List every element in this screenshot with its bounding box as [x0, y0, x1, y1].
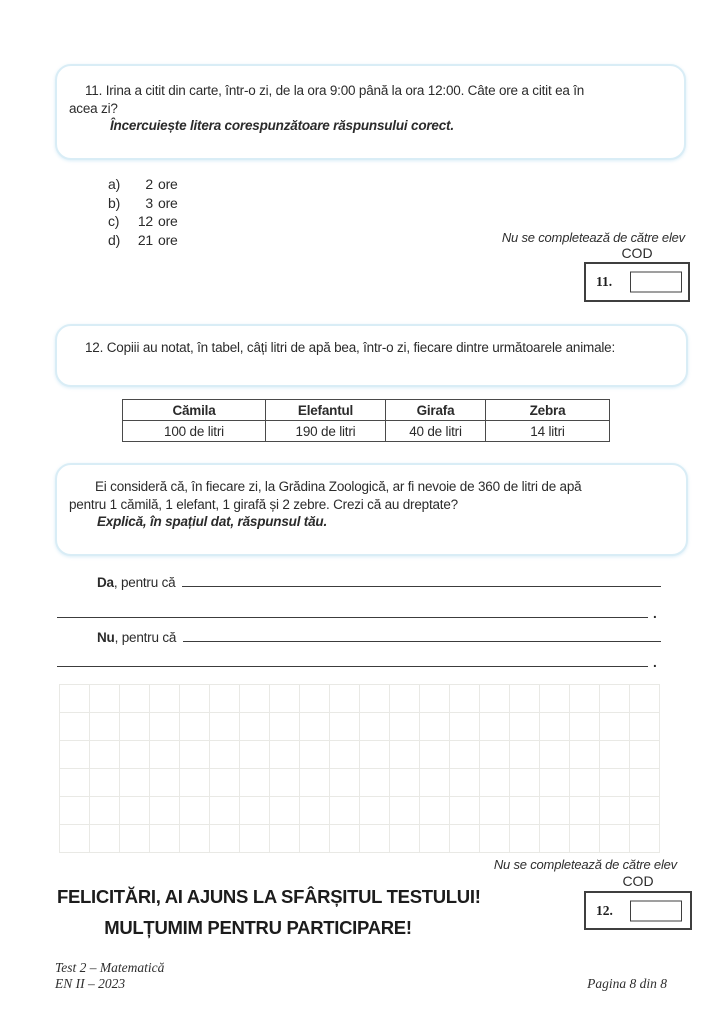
cod-box-11 [584, 262, 690, 302]
option-c[interactable] [108, 213, 178, 232]
answer-line-nu-2[interactable] [57, 652, 648, 667]
answer-da-suffix: , pentru că [113, 575, 176, 590]
option-letter: b) [108, 194, 121, 211]
cod-input-box-11 [630, 272, 682, 293]
option-letter: d) [108, 231, 121, 248]
answer-da-label: Da [97, 575, 114, 590]
question-12-text-line2: pentru 1 cămilă, 1 elefant, 1 girafă și 2 zebre. Crezi că au dreptate? [69, 496, 458, 512]
answer-da-row [97, 572, 661, 590]
table-cell: 190 de litri [266, 421, 386, 442]
table-header: Zebra [486, 400, 610, 421]
work-grid[interactable] [59, 684, 660, 853]
option-letter: a) [108, 176, 121, 192]
table-cell: 40 de litri [386, 421, 486, 442]
question-12-box [55, 324, 688, 387]
table-header: Girafa [386, 400, 486, 421]
cod-label-11: COD [621, 245, 653, 261]
do-not-complete-note-12: Nu se completează de către elev [493, 857, 677, 872]
closing-line-1: FELICITĂRI, AI AJUNS LA SFÂRȘITUL TESTULUI! [57, 886, 481, 907]
do-not-complete-note-11: Nu se completează de către elev [501, 230, 685, 245]
page-number: Pagina 8 din 8 [587, 976, 667, 991]
option-value: 12 [137, 213, 153, 229]
footer-year-label: EN II – 2023 [55, 975, 126, 991]
footer-left [55, 960, 164, 991]
table-header: Cămila [123, 400, 266, 421]
table-cell: 14 litri [486, 421, 610, 442]
answer-nu-row [97, 627, 661, 645]
cod-label-12: COD [622, 873, 654, 889]
option-d[interactable] [108, 232, 178, 251]
question-12-statement: 12. Copiii au notat, în tabel, câți litri de apă bea, într-o zi, fiecare dintre următoarele animale: [85, 340, 616, 355]
cod-input-box-12 [630, 900, 682, 921]
answer-line-nu-1[interactable] [183, 627, 661, 642]
answer-nu-label: Nu [97, 630, 115, 645]
table-header: Elefantul [266, 400, 386, 421]
question-11-text-line1: 11. Irina a citit din carte, într-o zi, de la ora 9:00 până la ora 12:00. Câte ore a citit ea în [85, 83, 585, 98]
option-letter: c) [108, 213, 120, 229]
option-b[interactable] [108, 195, 178, 214]
option-value: 2 [145, 176, 153, 192]
option-a[interactable] [108, 176, 178, 195]
option-unit: ore [158, 194, 178, 211]
question-12-instruction: Explică, în spațiul dat, răspunsul tău. [97, 514, 327, 529]
question-11-instruction: Încercuiește litera corespunzătoare răspunsului corect. [110, 118, 454, 133]
table-data-row [123, 421, 610, 442]
question-11-box [55, 64, 686, 160]
table-header-row [123, 400, 610, 421]
cod-item-number-12: 12. [596, 902, 613, 918]
answer-line-da-1[interactable] [182, 572, 661, 587]
answer-line-da-2[interactable] [57, 603, 648, 618]
closing-line-2: MULȚUMIM PENTRU PARTICIPARE! [104, 917, 412, 938]
answer-da-line2-row [57, 603, 657, 621]
table-cell: 100 de litri [123, 421, 266, 442]
option-value: 21 [137, 231, 153, 248]
answer-nu-suffix: , pentru că [114, 630, 177, 645]
question-11-options [108, 176, 178, 250]
cod-box-12 [584, 891, 692, 930]
option-unit: ore [158, 213, 178, 229]
water-table [122, 399, 610, 442]
cod-item-number-11: 11. [596, 274, 613, 289]
question-12-text-line1: Ei consideră că, în fiecare zi, la Grădina Zoologică, ar fi nevoie de 360 de litri de apă [95, 479, 582, 494]
answer-nu-line2-row [57, 652, 657, 670]
option-unit: ore [158, 231, 178, 248]
answer-nu-period: . [653, 655, 657, 670]
option-value: 3 [145, 194, 153, 211]
option-unit: ore [158, 176, 178, 192]
answer-da-period: . [653, 606, 657, 621]
question-12-reasoning-box [55, 463, 688, 556]
question-11-text-line2: acea zi? [69, 100, 118, 116]
footer-test-label: Test 2 – Matematică [55, 960, 165, 975]
